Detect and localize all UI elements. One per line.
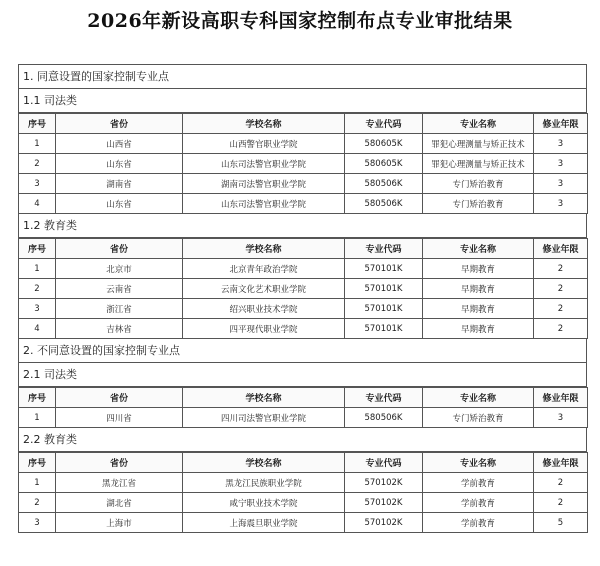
column-header: 专业名称 <box>423 453 534 473</box>
column-header: 修业年限 <box>534 388 588 408</box>
column-header: 序号 <box>19 453 56 473</box>
table-row <box>19 513 588 533</box>
results-table <box>18 452 588 533</box>
table-cell: 四平现代职业学院 <box>183 319 345 339</box>
table-cell: 2 <box>534 259 588 279</box>
column-header: 学校名称 <box>183 239 345 259</box>
table-row <box>19 259 588 279</box>
column-header: 省份 <box>56 114 183 134</box>
table-header-row <box>19 388 588 408</box>
table-cell: 学前教育 <box>423 513 534 533</box>
column-header: 学校名称 <box>183 388 345 408</box>
table-cell: 上海震旦职业学院 <box>183 513 345 533</box>
table-cell: 2 <box>534 279 588 299</box>
table-cell: 学前教育 <box>423 493 534 513</box>
table-cell: 山西警官职业学院 <box>183 134 345 154</box>
table-cell: 早期教育 <box>423 299 534 319</box>
column-header: 省份 <box>56 388 183 408</box>
table-cell: 570102K <box>345 493 423 513</box>
column-header: 专业名称 <box>423 388 534 408</box>
table-cell: 1 <box>19 259 56 279</box>
table-cell: 3 <box>534 154 588 174</box>
table-cell: 山东省 <box>56 194 183 214</box>
table-cell: 570101K <box>345 279 423 299</box>
table-header-row <box>19 453 588 473</box>
results-document <box>18 64 587 533</box>
table-cell: 570101K <box>345 259 423 279</box>
table-cell: 山东司法警官职业学院 <box>183 194 345 214</box>
table-cell: 570101K <box>345 319 423 339</box>
table-cell: 早期教育 <box>423 279 534 299</box>
column-header: 序号 <box>19 114 56 134</box>
results-table <box>18 238 588 339</box>
table-cell: 2 <box>534 319 588 339</box>
table-row <box>19 174 588 194</box>
table-cell: 1 <box>19 408 56 428</box>
table-cell: 2 <box>19 154 56 174</box>
table-cell: 580506K <box>345 194 423 214</box>
table-cell: 湖南省 <box>56 174 183 194</box>
table-header-row <box>19 239 588 259</box>
table-cell: 绍兴职业技术学院 <box>183 299 345 319</box>
document-title: 2026年新设高职专科国家控制布点专业审批结果 <box>87 10 513 32</box>
results-table <box>18 387 588 428</box>
table-cell: 4 <box>19 194 56 214</box>
table-cell: 山东司法警官职业学院 <box>183 154 345 174</box>
table-cell: 2 <box>19 493 56 513</box>
column-header: 专业代码 <box>345 114 423 134</box>
table-header-row <box>19 114 588 134</box>
table-cell: 上海市 <box>56 513 183 533</box>
table-cell: 3 <box>534 174 588 194</box>
table-cell: 专门矫治教育 <box>423 408 534 428</box>
table-row <box>19 493 588 513</box>
table-cell: 北京青年政治学院 <box>183 259 345 279</box>
table-cell: 4 <box>19 319 56 339</box>
table-cell: 580605K <box>345 134 423 154</box>
table-cell: 早期教育 <box>423 259 534 279</box>
table-cell: 云南省 <box>56 279 183 299</box>
table-cell: 570102K <box>345 473 423 493</box>
table-cell: 580506K <box>345 174 423 194</box>
results-table <box>18 113 588 214</box>
table-cell: 570102K <box>345 513 423 533</box>
table-row <box>19 299 588 319</box>
table-row <box>19 134 588 154</box>
table-cell: 四川省 <box>56 408 183 428</box>
column-header: 修业年限 <box>534 114 588 134</box>
column-header: 学校名称 <box>183 453 345 473</box>
table-cell: 山西省 <box>56 134 183 154</box>
table-cell: 山东省 <box>56 154 183 174</box>
section-heading: 1. 同意设置的国家控制专业点 <box>18 65 587 89</box>
table-cell: 北京市 <box>56 259 183 279</box>
column-header: 专业代码 <box>345 239 423 259</box>
table-cell: 湖北省 <box>56 493 183 513</box>
table-cell: 2 <box>19 279 56 299</box>
table-cell: 3 <box>19 299 56 319</box>
section-heading: 2. 不同意设置的国家控制专业点 <box>18 339 587 363</box>
table-cell: 四川司法警官职业学院 <box>183 408 345 428</box>
table-cell: 早期教育 <box>423 319 534 339</box>
table-cell: 罪犯心理测量与矫正技术 <box>423 134 534 154</box>
table-cell: 5 <box>534 513 588 533</box>
table-cell: 专门矫治教育 <box>423 194 534 214</box>
column-header: 专业名称 <box>423 114 534 134</box>
table-cell: 1 <box>19 134 56 154</box>
table-cell: 3 <box>534 194 588 214</box>
table-cell: 黑龙江省 <box>56 473 183 493</box>
column-header: 序号 <box>19 239 56 259</box>
table-row <box>19 194 588 214</box>
table-cell: 570101K <box>345 299 423 319</box>
table-cell: 湖南司法警官职业学院 <box>183 174 345 194</box>
table-cell: 3 <box>534 134 588 154</box>
column-header: 专业代码 <box>345 388 423 408</box>
table-cell: 580506K <box>345 408 423 428</box>
table-cell: 580605K <box>345 154 423 174</box>
column-header: 学校名称 <box>183 114 345 134</box>
table-cell: 黑龙江民族职业学院 <box>183 473 345 493</box>
table-row <box>19 154 588 174</box>
column-header: 省份 <box>56 239 183 259</box>
table-cell: 云南文化艺术职业学院 <box>183 279 345 299</box>
subsection-heading: 1.1 司法类 <box>18 89 587 113</box>
table-cell: 2 <box>534 493 588 513</box>
column-header: 序号 <box>19 388 56 408</box>
table-row <box>19 279 588 299</box>
table-cell: 罪犯心理测量与矫正技术 <box>423 154 534 174</box>
column-header: 修业年限 <box>534 239 588 259</box>
table-cell: 2 <box>534 299 588 319</box>
table-row <box>19 473 588 493</box>
table-cell: 咸宁职业技术学院 <box>183 493 345 513</box>
subsection-heading: 2.2 教育类 <box>18 428 587 452</box>
table-row <box>19 319 588 339</box>
table-cell: 2 <box>534 473 588 493</box>
subsection-heading: 2.1 司法类 <box>18 363 587 387</box>
table-cell: 吉林省 <box>56 319 183 339</box>
table-cell: 3 <box>19 513 56 533</box>
table-cell: 浙江省 <box>56 299 183 319</box>
table-row <box>19 408 588 428</box>
table-cell: 1 <box>19 473 56 493</box>
table-cell: 3 <box>534 408 588 428</box>
table-cell: 学前教育 <box>423 473 534 493</box>
table-cell: 3 <box>19 174 56 194</box>
subsection-heading: 1.2 教育类 <box>18 214 587 238</box>
column-header: 专业名称 <box>423 239 534 259</box>
column-header: 专业代码 <box>345 453 423 473</box>
column-header: 省份 <box>56 453 183 473</box>
table-cell: 专门矫治教育 <box>423 174 534 194</box>
column-header: 修业年限 <box>534 453 588 473</box>
